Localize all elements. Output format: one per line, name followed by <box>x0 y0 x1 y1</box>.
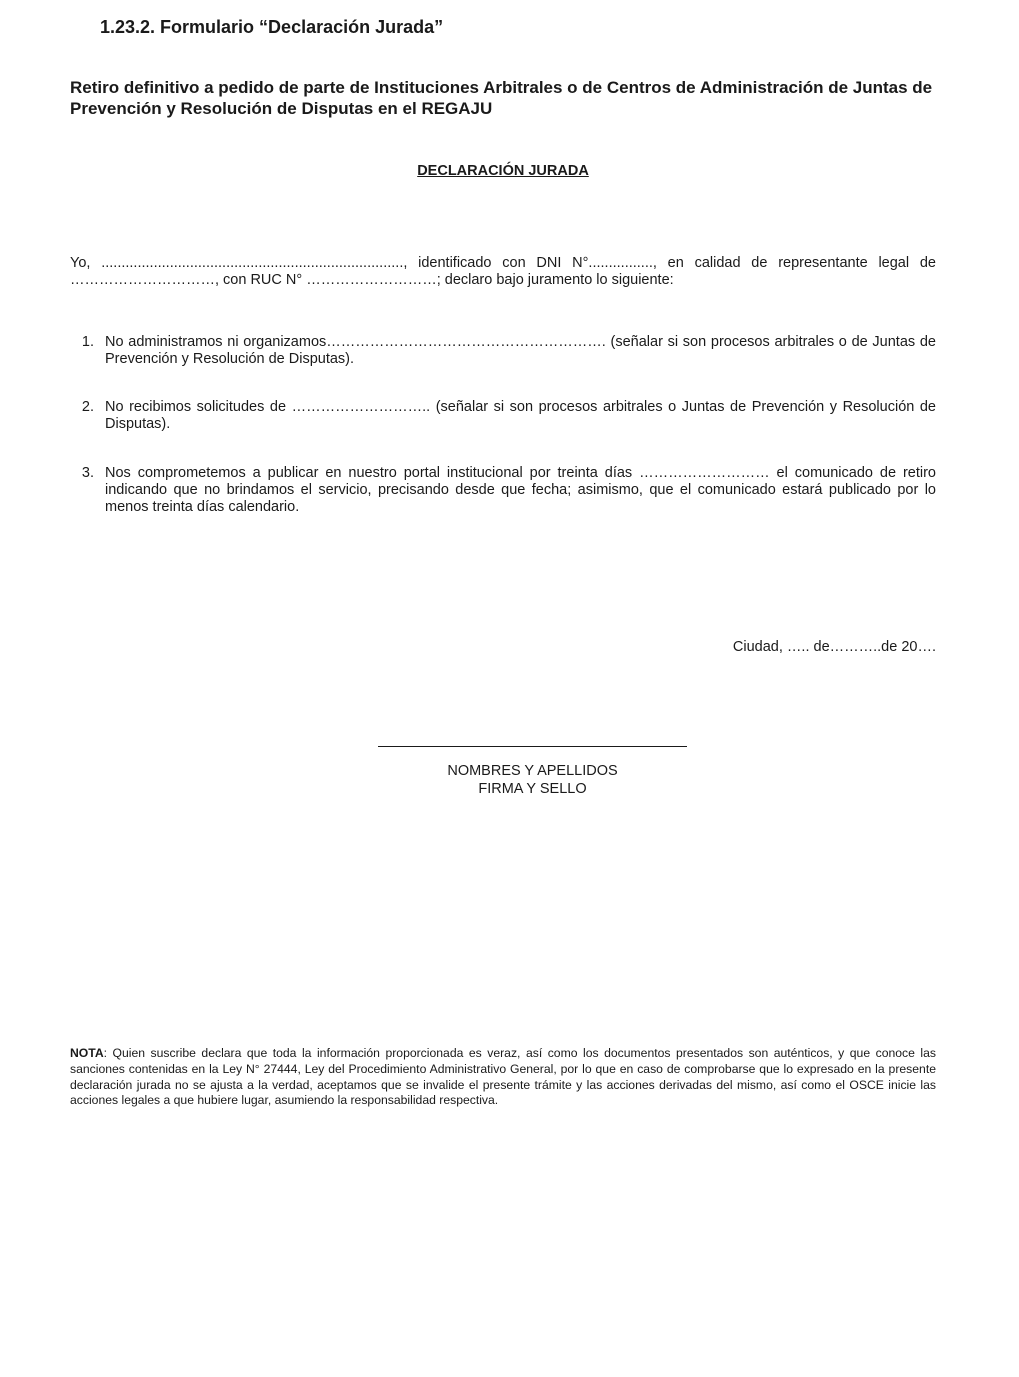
list-item-number: 2. <box>81 399 94 415</box>
intro-paragraph: Yo, ..........................................................................., identificado con DNI N°................, en calidad de representante legal de …………………………, con RUC N° ………………………; declaro bajo juramento lo siguiente: <box>70 255 936 288</box>
list-item-text: No administramos ni organizamos…………………………………………………. (señalar si son procesos arbitrales o de Juntas de Prevención y Resolución de Disputas). <box>105 334 936 367</box>
list-item-text: No recibimos solicitudes de ……………………….. (señalar si son procesos arbitrales o Juntas de Prevención y Resolución de Disputas). <box>105 399 936 432</box>
declaration-title <box>70 163 936 179</box>
signature-name-label: NOMBRES Y APELLIDOS <box>447 763 618 779</box>
document-title: Retiro definitivo a pedido de parte de Instituciones Arbitrales o de Centros de Administración de Juntas de Prevención y Resolución de Disputas en el REGAJU <box>70 78 933 118</box>
section-heading: 1.23.2. Formulario “Declaración Jurada” <box>100 17 444 37</box>
date-line: Ciudad, ….. de………..de 20…. <box>732 639 936 655</box>
declaration-title-text: DECLARACIÓN JURADA <box>417 163 589 179</box>
signature-stamp-label: FIRMA Y SELLO <box>478 781 587 797</box>
list-item-number: 1. <box>81 334 94 350</box>
note-label: NOTA <box>70 1046 104 1060</box>
list-item-number: 3. <box>81 465 94 481</box>
signature-line <box>378 746 687 747</box>
note-paragraph <box>70 1046 936 1109</box>
note-text: : Quien suscribe declara que toda la información proporcionada es veraz, así como los documentos presentados son auténticos, y que conoce las sanciones contenidas en la Ley N° 27444, Ley del Procedimiento Administrativo General, por lo que en caso de comprobarse que lo expresado en la presente declaración jurada no se ajusta a la verdad, aceptamos que se invalide el presente trámite y las acciones derivadas del mismo, así como el OSCE inicie las acciones legales a que hubiere lugar, asumiendo la responsabilidad respectiva. <box>70 1046 936 1108</box>
list-item-text: Nos comprometemos a publicar en nuestro portal institucional por treinta días ……………………… el comunicado de retiro indicando que no brindamos el servicio, precisando desde que fecha; asimismo, que el comunicado estará publicado por lo menos treinta días calendario. <box>105 465 936 515</box>
